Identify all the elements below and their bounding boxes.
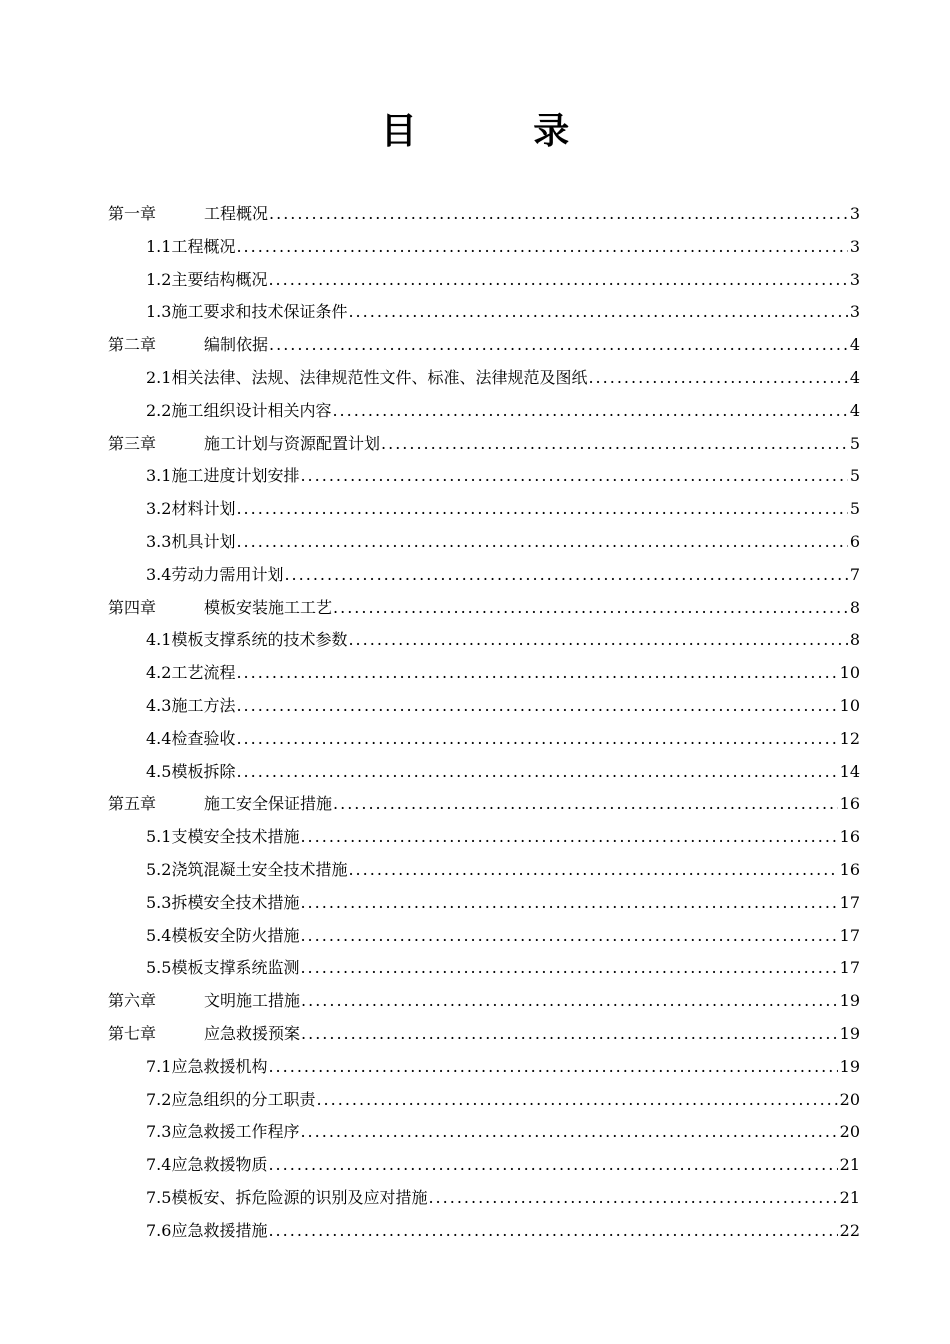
- toc-entry-label: [146, 821, 299, 854]
- toc-entry-label: [146, 854, 347, 887]
- toc-entry-text: 应急救援机构: [171, 1056, 268, 1076]
- toc-entry-label: [146, 395, 331, 428]
- toc-section-entry[interactable]: [108, 1116, 860, 1149]
- toc-section-entry[interactable]: [108, 952, 860, 985]
- toc-page-number: 4: [849, 335, 860, 355]
- toc-dot-leader: [428, 1182, 837, 1215]
- toc-page-number: 20: [839, 1089, 860, 1109]
- toc-entry-number: 第二章: [108, 335, 157, 355]
- toc-entry-number: 7.3: [146, 1122, 172, 1142]
- toc-section-entry[interactable]: [108, 624, 860, 657]
- toc-entry-label: [146, 657, 235, 690]
- toc-dot-leader: [268, 1149, 837, 1182]
- toc-entry-text: 机具计划: [171, 531, 236, 551]
- toc-page-number: 8: [849, 597, 860, 617]
- toc-section-entry[interactable]: [108, 493, 860, 526]
- toc-entry-label: [146, 231, 235, 264]
- toc-entry-text: 模板安装施工工艺: [204, 597, 333, 617]
- toc-entry-text: 模板安全防火措施: [171, 925, 300, 945]
- toc-dot-leader: [269, 329, 848, 362]
- toc-page-number: 10: [839, 695, 860, 715]
- toc-dot-leader: [284, 559, 847, 592]
- toc-dot-leader: [332, 395, 847, 428]
- toc-entry-number: 4.5: [146, 761, 172, 781]
- toc-entry-label: [146, 493, 235, 526]
- toc-section-entry[interactable]: [108, 1051, 860, 1084]
- toc-dot-leader: [236, 723, 837, 756]
- toc-page-number: 17: [839, 892, 860, 912]
- toc-entry-text: 工艺流程: [171, 663, 236, 683]
- toc-entry-label: [146, 723, 235, 756]
- toc-page-number: 17: [839, 925, 860, 945]
- toc-section-entry[interactable]: [108, 395, 860, 428]
- toc-entry-label: [146, 264, 267, 297]
- toc-dot-leader: [236, 526, 847, 559]
- toc-dot-leader: [300, 952, 837, 985]
- toc-dot-leader: [268, 1051, 837, 1084]
- toc-entry-label: [146, 362, 587, 395]
- toc-entry-label: [108, 985, 300, 1018]
- toc-page-number: 22: [839, 1220, 860, 1240]
- toc-entry-text: 施工计划与资源配置计划: [204, 433, 381, 453]
- toc-entry-number: 5.4: [146, 925, 172, 945]
- toc-entry-number: 5.2: [146, 859, 172, 879]
- toc-entry-label: [146, 526, 235, 559]
- toc-chapter-entry[interactable]: [108, 198, 860, 231]
- toc-entry-text: 主要结构概况: [171, 269, 268, 289]
- toc-section-entry[interactable]: [108, 887, 860, 920]
- toc-dot-leader: [269, 198, 848, 231]
- toc-page-number: 20: [839, 1122, 860, 1142]
- toc-page-number: 19: [839, 1023, 860, 1043]
- toc-entry-number: 5.5: [146, 958, 172, 978]
- toc-title: 目 录: [380, 110, 622, 152]
- toc-entry-label: [146, 756, 235, 789]
- toc-entry-text: 应急救援措施: [171, 1220, 268, 1240]
- toc-dot-leader: [301, 1018, 838, 1051]
- toc-dot-leader: [236, 493, 847, 526]
- toc-entry-text: 模板支撑系统的技术参数: [171, 630, 348, 650]
- toc-section-entry[interactable]: [108, 362, 860, 395]
- toc-entry-text: 材料计划: [171, 499, 236, 519]
- toc-entry-number: 2.2: [146, 400, 172, 420]
- toc-list: [108, 198, 860, 1248]
- toc-page-number: 3: [849, 302, 860, 322]
- toc-page-number: 16: [839, 794, 860, 814]
- toc-dot-leader: [316, 1084, 837, 1117]
- toc-entry-number: 2.1: [146, 367, 172, 387]
- toc-dot-leader: [300, 821, 837, 854]
- toc-section-entry[interactable]: [108, 756, 860, 789]
- toc-dot-leader: [381, 428, 848, 461]
- toc-chapter-entry[interactable]: [108, 985, 860, 1018]
- toc-dot-leader: [348, 296, 847, 329]
- toc-page-number: 3: [849, 204, 860, 223]
- toc-dot-leader: [268, 1215, 837, 1248]
- toc-entry-number: 7.5: [146, 1187, 172, 1207]
- toc-chapter-entry[interactable]: [108, 428, 860, 461]
- toc-page-number: 21: [839, 1187, 860, 1207]
- toc-entry-label: [108, 329, 268, 362]
- toc-entry-label: [146, 952, 299, 985]
- toc-page-number: 4: [849, 367, 860, 387]
- toc-entry-number: 4.2: [146, 663, 172, 683]
- toc-section-entry[interactable]: [108, 1215, 860, 1248]
- toc-page-number: 7: [849, 564, 860, 584]
- toc-entry-text: 劳动力需用计划: [171, 564, 284, 584]
- toc-entry-number: 4.1: [146, 630, 172, 650]
- toc-entry-number: 3.2: [146, 499, 172, 519]
- toc-entry-number: 1.2: [146, 269, 172, 289]
- toc-entry-number: 3.3: [146, 531, 172, 551]
- toc-entry-label: [146, 1182, 427, 1215]
- toc-entry-label: [108, 592, 332, 625]
- toc-section-entry[interactable]: [108, 559, 860, 592]
- toc-entry-text: 拆模安全技术措施: [171, 892, 300, 912]
- toc-entry-number: 1.3: [146, 302, 172, 322]
- toc-section-entry[interactable]: [108, 231, 860, 264]
- toc-section-entry[interactable]: [108, 723, 860, 756]
- toc-entry-label: [146, 690, 235, 723]
- toc-entry-text: 应急救援物质: [171, 1155, 268, 1175]
- toc-entry-label: [146, 559, 283, 592]
- toc-entry-text: 施工安全保证措施: [204, 794, 333, 814]
- toc-entry-text: 施工组织设计相关内容: [171, 400, 332, 420]
- toc-entry-number: 5.3: [146, 892, 172, 912]
- toc-dot-leader: [588, 362, 847, 395]
- toc-entry-text: 模板安、拆危险源的识别及应对措施: [171, 1187, 428, 1207]
- toc-entry-text: 施工方法: [171, 695, 236, 715]
- toc-dot-leader: [236, 231, 847, 264]
- toc-entry-label: [146, 460, 299, 493]
- toc-page-number: 16: [839, 827, 860, 847]
- toc-dot-leader: [300, 460, 847, 493]
- toc-entry-label: [146, 624, 347, 657]
- toc-page-number: 4: [849, 400, 860, 420]
- toc-entry-text: 编制依据: [204, 335, 269, 355]
- toc-dot-leader: [268, 264, 847, 297]
- toc-page-number: 5: [849, 466, 860, 486]
- toc-entry-label: [108, 788, 332, 821]
- toc-entry-number: 第五章: [108, 794, 157, 814]
- toc-section-entry[interactable]: [108, 296, 860, 329]
- toc-dot-leader: [300, 1116, 837, 1149]
- toc-entry-text: 支模安全技术措施: [171, 827, 300, 847]
- toc-entry-number: 第六章: [108, 991, 157, 1011]
- toc-entry-text: 浇筑混凝土安全技术措施: [171, 859, 348, 879]
- toc-section-entry[interactable]: [108, 1182, 860, 1215]
- toc-entry-label: [146, 296, 347, 329]
- toc-entry-number: 3.4: [146, 564, 172, 584]
- toc-section-entry[interactable]: [108, 460, 860, 493]
- toc-dot-leader: [348, 854, 837, 887]
- toc-entry-number: 3.1: [146, 466, 172, 486]
- toc-entry-number: 7.1: [146, 1056, 172, 1076]
- toc-entry-number: 7.6: [146, 1220, 172, 1240]
- toc-dot-leader: [333, 592, 848, 625]
- toc-entry-text: 施工进度计划安排: [171, 466, 300, 486]
- toc-dot-leader: [236, 756, 837, 789]
- toc-dot-leader: [300, 887, 837, 920]
- toc-section-entry[interactable]: [108, 920, 860, 953]
- toc-dot-leader: [301, 985, 838, 1018]
- toc-page-number: 21: [839, 1155, 860, 1175]
- toc-dot-leader: [348, 624, 847, 657]
- toc-entry-label: [146, 1051, 267, 1084]
- toc-page-number: 12: [839, 728, 860, 748]
- toc-entry-label: [146, 887, 299, 920]
- toc-entry-text: 施工要求和技术保证条件: [171, 302, 348, 322]
- toc-entry-label: [146, 1116, 299, 1149]
- toc-section-entry[interactable]: [108, 690, 860, 723]
- toc-entry-label: [108, 428, 380, 461]
- toc-entry-label: [146, 1084, 315, 1117]
- toc-section-entry[interactable]: [108, 1084, 860, 1117]
- toc-entry-text: 相关法律、法规、法律规范性文件、标准、法律规范及图纸: [171, 367, 588, 387]
- toc-entry-number: 第七章: [108, 1023, 157, 1043]
- toc-page-number: 5: [849, 499, 860, 519]
- toc-page-number: 10: [839, 663, 860, 683]
- toc-entry-number: 第三章: [108, 433, 157, 453]
- toc-section-entry[interactable]: [108, 264, 860, 297]
- toc-chapter-entry[interactable]: [108, 788, 860, 821]
- toc-entry-text: 检查验收: [171, 728, 236, 748]
- toc-entry-text: 应急救援预案: [204, 1023, 301, 1043]
- toc-entry-text: 文明施工措施: [204, 991, 301, 1011]
- toc-section-entry[interactable]: [108, 1149, 860, 1182]
- toc-page-number: 8: [849, 630, 860, 650]
- toc-entry-number: 第四章: [108, 597, 157, 617]
- toc-entry-number: 第一章: [108, 204, 157, 223]
- toc-entry-label: [146, 920, 299, 953]
- toc-entry-number: 1.1: [146, 236, 172, 256]
- toc-entry-label: [108, 198, 268, 231]
- toc-entry-text: 应急救援工作程序: [171, 1122, 300, 1142]
- toc-page-number: 3: [849, 269, 860, 289]
- toc-page-number: 6: [849, 531, 860, 551]
- toc-entry-number: 7.4: [146, 1155, 172, 1175]
- toc-entry-number: 5.1: [146, 827, 172, 847]
- toc-dot-leader: [236, 690, 837, 723]
- toc-chapter-entry[interactable]: [108, 1018, 860, 1051]
- toc-dot-leader: [333, 788, 838, 821]
- toc-section-entry[interactable]: [108, 854, 860, 887]
- toc-page-number: 3: [849, 236, 860, 256]
- toc-dot-leader: [300, 920, 837, 953]
- toc-entry-text: 应急组织的分工职责: [171, 1089, 316, 1109]
- toc-dot-leader: [236, 657, 837, 690]
- toc-entry-text: 工程概况: [204, 204, 269, 223]
- toc-entry-number: 4.4: [146, 728, 172, 748]
- toc-entry-number: 7.2: [146, 1089, 172, 1109]
- toc-section-entry[interactable]: [108, 657, 860, 690]
- toc-entry-label: [146, 1215, 267, 1248]
- toc-entry-number: 4.3: [146, 695, 172, 715]
- toc-entry-label: [146, 1149, 267, 1182]
- toc-page-number: 5: [849, 433, 860, 453]
- toc-chapter-entry[interactable]: [108, 329, 860, 362]
- toc-page-number: 14: [839, 761, 860, 781]
- toc-entry-label: [108, 1018, 300, 1051]
- toc-page-number: 17: [839, 958, 860, 978]
- toc-section-entry[interactable]: [108, 821, 860, 854]
- toc-page-number: 16: [839, 859, 860, 879]
- toc-page-number: 19: [839, 1056, 860, 1076]
- toc-page-number: 19: [839, 991, 860, 1011]
- toc-chapter-entry[interactable]: [108, 592, 860, 625]
- toc-section-entry[interactable]: [108, 526, 860, 559]
- toc-entry-text: 工程概况: [171, 236, 236, 256]
- toc-entry-text: 模板支撑系统监测: [171, 958, 300, 978]
- toc-entry-text: 模板拆除: [171, 761, 236, 781]
